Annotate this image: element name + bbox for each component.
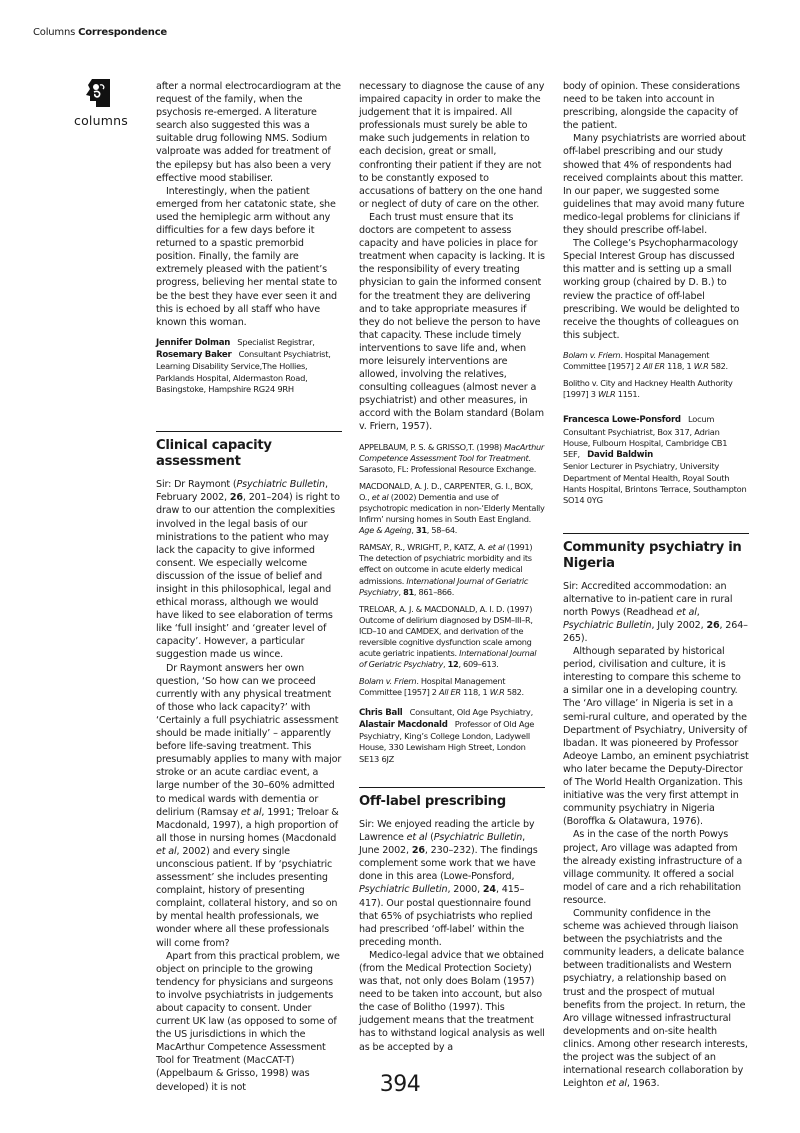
header-title: Correspondence bbox=[78, 27, 168, 38]
reference-item: TRELOAR, A. J. & MACDONALD, A. I. D. (1997) Outcome of delirium diagnosed by DSM–III–R, ICD–10 and CAMDEX, and derivation of the reversible cognitive dysfunction scale among acute geriatric inpatients. International Journal of Geriatric Psychiatry, 12, 609–613. bbox=[359, 603, 537, 670]
author-signature bbox=[563, 414, 749, 506]
paragraph: Although separated by historical period, civilisation and culture, it is interesting to compare this scheme to a similar one in a developing country. The ‘Aro village’ in Nigeria is set in a semi-rural culture, and operated by the Department of Psychiatry, University of Ibadan. It was pioneered by Professor Adeoye Lambo, an eminent psychiatrist who later became the Deputy-Director of The World Health Organization. This initiative was the very first attempt in community psychiatry in Nigeria (Boroffka & Olatawura, 1976). bbox=[563, 646, 749, 828]
author-affiliation: Consultant Psychiatrist, Learning Disability Service,The Hollies, Parklands Hospital, Aldermaston Road, Basingstoke, Hampshire RG24 9RH bbox=[156, 349, 331, 394]
paragraph: Many psychiatrists are worried about off-label prescribing and our study showed that 4% of respondents had received complaints about this matter. In our paper, we suggested some guidelines that may avoid many future medico-legal problems for clinicians if they should prescribe off-label. bbox=[563, 133, 746, 237]
paragraph: after a normal electrocardiogram at the request of the family, when the psychosis re-emerged. A literature search also suggested this was a suitable drug following NMS. Sodium valproate was added for treatment of the epilepsy but has also been a very effective mood stabiliser. bbox=[156, 81, 341, 184]
paragraph: body of opinion. These considerations need to be taken into account in prescribing, alongside the capacity of the patient. bbox=[563, 81, 740, 132]
column-3 bbox=[563, 80, 749, 1090]
section-heading bbox=[359, 787, 545, 810]
reference-item: Bolitho v. City and Hackney Health Authority [1997] 3 WLR 1151. bbox=[563, 378, 733, 400]
author-name: Alastair Macdonald bbox=[359, 719, 448, 730]
author-signature bbox=[359, 707, 545, 765]
section-title: Clinical capacity assessment bbox=[156, 438, 272, 470]
paragraph: Sir: Accredited accommodation: an alternative to in-patient care in rural north Powys (Readhead et al, Psychiatric Bulletin, July 2002, 26, 264–265). bbox=[563, 580, 748, 644]
paragraph: As in the case of the north Powys project, Aro village was adapted from the already existing infrastructure of a village community. It offered a social model of care and a rich rehabilitation resource. bbox=[563, 829, 743, 906]
reference-item: MACDONALD, A. J. D., CARPENTER, G. I., BOX, O., et al (2002) Dementia and use of psychotropic medication in non-‘Elderly Mentally Infirm’ nursing homes in South East England. Age & Ageing, 31, 58–64. bbox=[359, 480, 545, 536]
reference-list bbox=[563, 350, 749, 400]
head-silhouette-icon bbox=[84, 78, 112, 108]
author-affiliation: Professor of Old Age Psychiatry, King’s College London, Ladywell House, 330 Lewisham High Street, London SE13 6JZ bbox=[359, 718, 535, 764]
reference-item: Bolam v. Friern. Hospital Management Committee [1957] 2 All ER 118, 1 W.R 582. bbox=[563, 349, 728, 371]
author-affiliation: Locum Consultant Psychiatrist, Box 317, Adrian House, Fulbourn Hospital, Cambridge CB1 5EF, bbox=[563, 414, 728, 460]
paragraph: necessary to diagnose the cause of any impaired capacity in order to make the judgement that it is impaired. All professionals must surely be able to make such judgements in relation to each decision, great or small, confronting their patient if they are not to be constantly exposed to accusations of battery on the one hand or neglect of duty of care on the other. bbox=[359, 81, 545, 210]
paragraph: Dr Raymont answers her own question, ‘So how can we proceed currently with any physical treatment of those who lack capacity?’ with ‘Certainly a full psychiatric assessment should be made initially’ – apparently before life-saving treatment. This presumably applies to many with major stroke or an acute cardiac event, a large number of the 30–60% admitted to medical wards with dementia or delirium (Ramsay et al, 1991; Treloar & Macdonald, 1997), a high proportion of all those in nursing homes (Macdonald et al, 2002) and every single unconscious patient. If by ‘psychiatric assessment’ she includes presenting complaint, history of presenting complaint, collateral history, and so on by mental health professionals, we wonder where all these professionals will come from? bbox=[156, 662, 342, 949]
author-name: David Baldwin bbox=[587, 450, 653, 461]
author-name: Francesca Lowe-Ponsford bbox=[563, 415, 681, 426]
header-section: Columns bbox=[33, 27, 76, 38]
reference-item: APPELBAUM, P. S. & GRISSO,T. (1998) MacArthur Competence Assessment Tool for Treatment. Sarasoto, FL: Professional Resource Exchange. bbox=[359, 441, 544, 474]
reference-item: RAMSAY, R., WRIGHT, P., KATZ, A. et al (1991) The detection of psychiatric morbidity and its effect on outcome in acute elderly medical admissions. International Journal of Geriatric Psychiatry, 81, 861–866. bbox=[359, 542, 533, 597]
author-affiliation: Specialist Registrar, bbox=[237, 336, 315, 347]
author-signature bbox=[156, 337, 342, 395]
columns-logo bbox=[74, 78, 128, 128]
section-heading bbox=[563, 533, 749, 572]
paragraph: Each trust must ensure that its doctors are competent to assess capacity and have policies in place for treatment when capacity is lacking. It is the responsibility of every treating physician to gain the informed consent for the treatment they are delivering and to take appropriate measures if they do not believe the person to have that capacity. These include timely interventions to save life and, when more leisurely interventions are allowed, involving the relatives, consulting colleagues (almost never a psychiatrist) and other measures, in accord with the Bolam standard (Bolam v. Friern, 1957). bbox=[359, 211, 545, 433]
reference-item: Bolam v. Friern. Hospital Management Committee [1957] 2 All ER 118, 1 W.R 582. bbox=[359, 676, 524, 698]
author-affiliation: Senior Lecturer in Psychiatry, University Department of Mental Health, Royal South Hants Hospital, Brintons Terrace, Southampton SO14 0YG bbox=[563, 461, 747, 506]
author-name: Jennifer Dolman bbox=[156, 337, 231, 348]
paragraph: Interestingly, when the patient emerged from her catatonic state, she used the hemiplegic arm without any difficulties for a few days before it returned to a spastic premorbid position. Finally, the family are extremely pleased with the patient’s progress, believing her mental state to be the best they have ever seen it and this is echoed by all staff who have known this woman. bbox=[156, 185, 338, 328]
author-affiliation: Consultant, Old Age Psychiatry, bbox=[409, 706, 533, 717]
paragraph: Sir: We enjoyed reading the article by Lawrence et al (Psychiatric Bulletin, June 2002, 26, 230–232). The findings complement some work that we have done in this area (Lowe-Ponsford, Psychiatric Bulletin, 2000, 24, 415–417). Our postal questionnaire found that 65% of psychiatrists who replied had prescribed ‘off-label’ within the preceding month. bbox=[359, 818, 538, 948]
column-1 bbox=[156, 80, 342, 1094]
reference-list bbox=[359, 442, 545, 699]
paragraph: Sir: Dr Raymont (Psychiatric Bulletin, February 2002, 26, 201–204) is right to draw to our attention the complexities involved in the legal basis of our ministrations to the patient who may lack the capacity to give informed consent. We especially welcome discussion of the issue of belief and insight in this philosophical, legal and ethical morass, although we would have liked to see elaboration of terms like ‘full insight’ and ‘greater level of capacity’. However, a particular suggestion made us wince. bbox=[156, 479, 340, 661]
running-header bbox=[33, 27, 167, 38]
paragraph: Medico-legal advice that we obtained (from the Medical Protection Society) was that, not only does Bolam (1957) need to be taken into account, but also the case of Bolitho (1997). This judgement means that the treatment has to withstand logical analysis as well as be accepted by a bbox=[359, 949, 545, 1053]
page-number: 394 bbox=[379, 1072, 421, 1097]
author-name: Rosemary Baker bbox=[156, 350, 232, 361]
author-name: Chris Ball bbox=[359, 707, 403, 718]
paragraph: Community confidence in the scheme was achieved through liaison between the psychiatrists and the community leaders, a delicate balance between traditionalists and Western psychiatry, a relationship based on trust and the prospect of mutual benefits from the project. In return, the Aro village witnessed infrastructural developments and on-site health clinics. Among other research interests, the project was the subject of an international research collaboration by Leighton et al, 1963. bbox=[563, 907, 748, 1090]
section-heading bbox=[156, 431, 342, 470]
section-title: Community psychiatry in Nigeria bbox=[563, 539, 742, 571]
column-2 bbox=[359, 80, 545, 1054]
logo-label: columns bbox=[74, 113, 128, 128]
paragraph: The College’s Psychopharmacology Special Interest Group has discussed this matter and is setting up a small working group (chaired by D. B.) to review the practice of off-label prescribing. We would be delighted to receive the thoughts of colleagues on this subject. bbox=[563, 238, 740, 341]
section-title: Off-label prescribing bbox=[359, 793, 506, 809]
paragraph: Apart from this practical problem, we object on principle to the growing tendency for physicians and surgeons to involve psychiatrists in judgements about capacity to consent. Under current UK law (as opposed to some of the US jurisdictions in which the MacArthur Competence Assessment Tool for Treatment (MacCAT-T) (Appelbaum & Grisso, 1998) was developed) it is not bbox=[156, 950, 340, 1093]
